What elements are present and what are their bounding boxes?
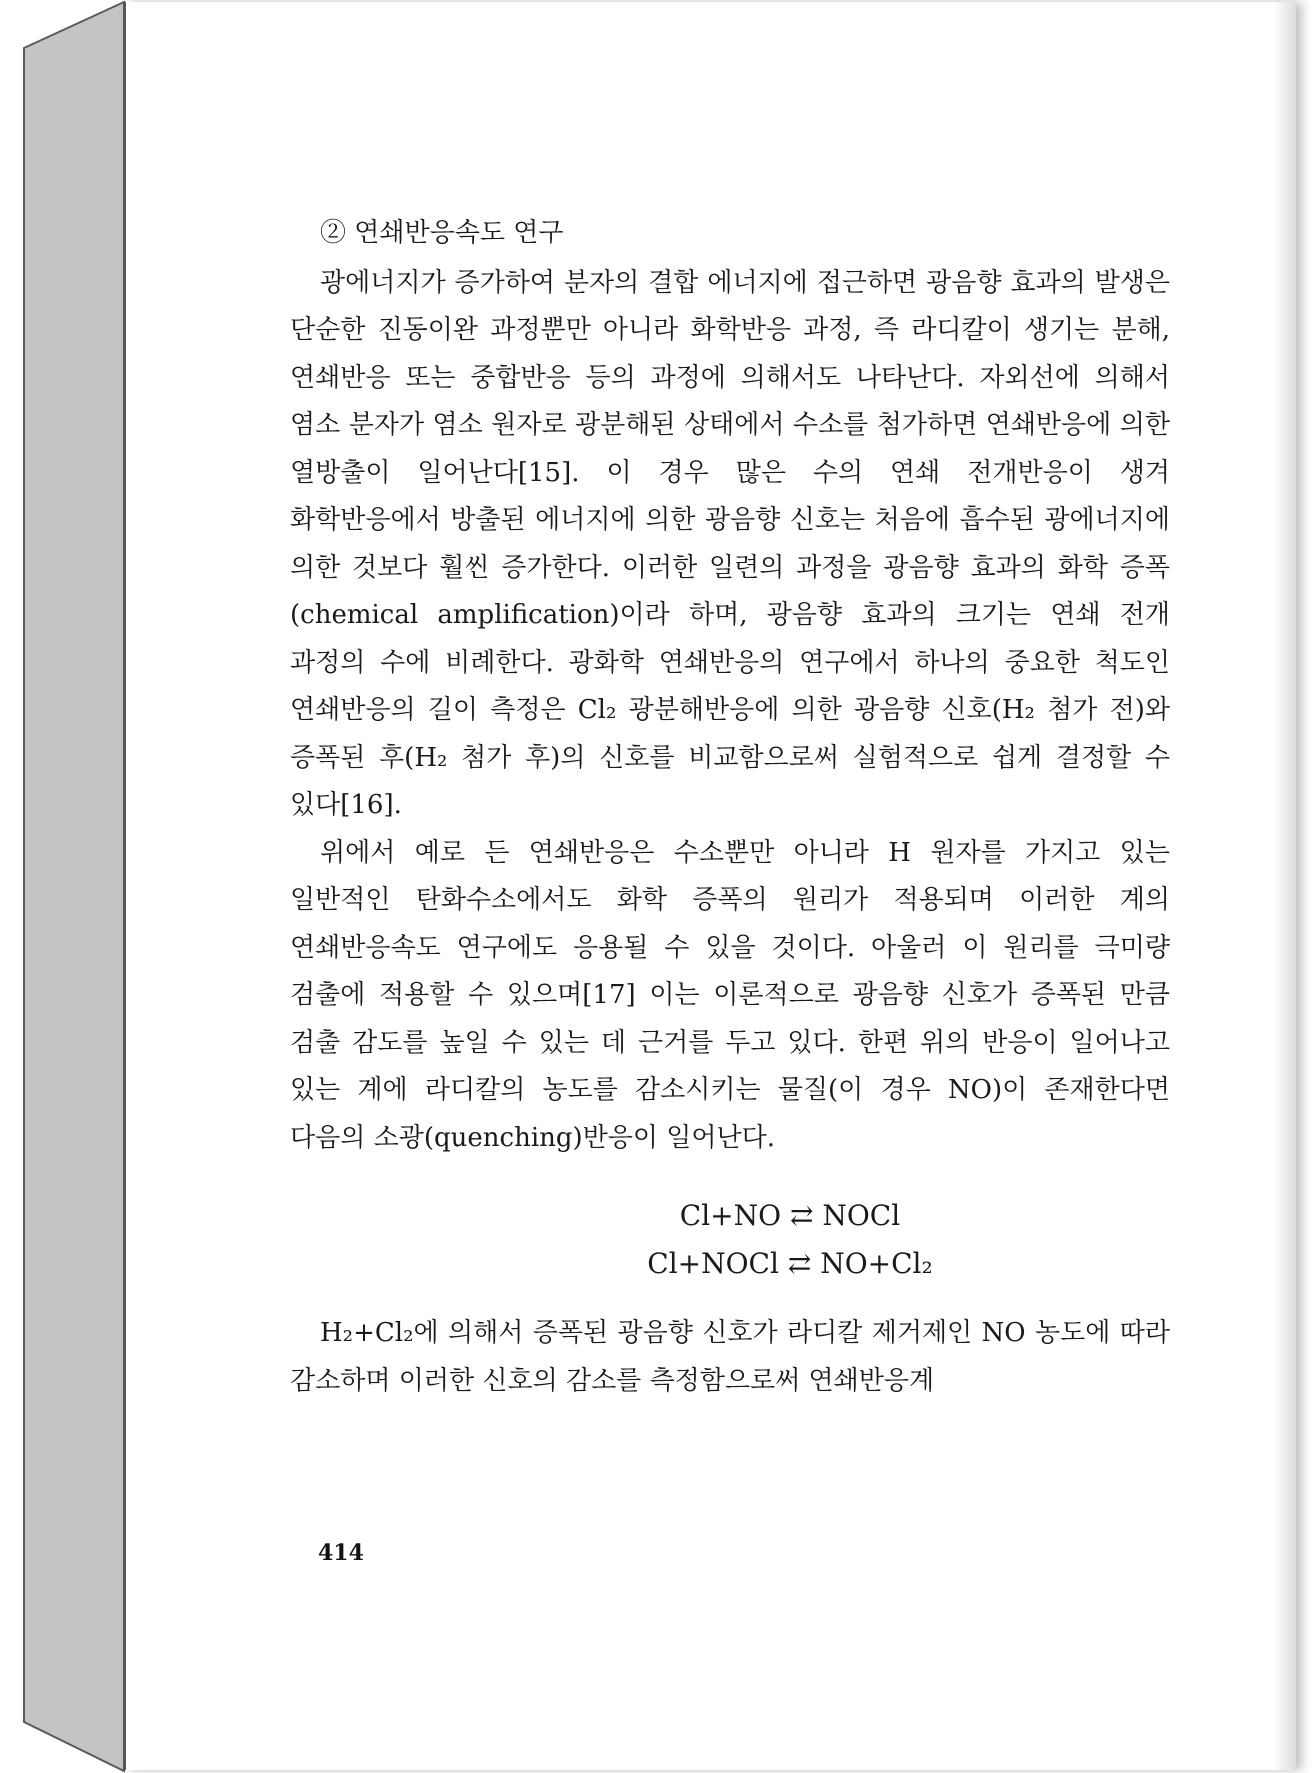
paragraph-3: H₂+Cl₂에 의해서 증폭된 광음향 신호가 라디칼 제거제인 NO 농도에 따라 감소하며 이러한 신호의 감소를 측정함으로써 연쇄반응계 xyxy=(290,1318,1170,1396)
paragraph-2: 위에서 예로 든 연쇄반응은 수소뿐만 아니라 H 원자를 가지고 있는 일반적인 탄화수소에서도 화학 증폭의 원리가 적용되며 이러한 계의 연쇄반응속도 연구에도 응용될 수 있을 것이다. 아울러 이 원리를 극미량 검출에 적용할 수 있으며[17] 이는 이론적으로 광음향 신호가 증폭된 만큼 검출 감도를 높일 수 있는 데 근거를 두고 있다. 한편 위의 반응이 일어나고 있는 계에 라디칼의 농도를 감소시키는 물질(이 경우 NO)이 존재한다면 다음의 소광(quenching)반응이 일어난다. xyxy=(290,837,1170,1153)
equation-1: Cl+NO ⇄ NOCl xyxy=(679,1199,901,1232)
equation-block xyxy=(290,1192,1170,1288)
paragraph-1: 광에너지가 증가하여 분자의 결합 에너지에 접근하면 광음향 효과의 발생은 단순한 진동이완 과정뿐만 아니라 화학반응 과정, 즉 라디칼이 생기는 분해, 연쇄반응 또는 중합반응 등의 과정에 의해서도 나타난다. 자외선에 의해서 염소 분자가 염소 원자로 광분해된 상태에서 수소를 첨가하면 연쇄반응에 의한 열방출이 일어난다[15]. 이 경우 많은 수의 연쇄 전개반응이 생겨 화학반응에서 방출된 에너지에 의한 광음향 신호는 처음에 흡수된 광에너지에 의한 것보다 훨씬 증가한다. 이러한 일련의 과정을 광음향 효과의 화학 증폭(chemical amplification)이라 하며, 광음향 효과의 크기는 연쇄 전개 과정의 수에 비례한다. 광화학 연쇄반응의 연구에서 하나의 중요한 척도인 연쇄반응의 길이 측정은 Cl₂ 광분해반응에 의한 광음향 신호(H₂ 첨가 전)와 증폭된 후(H₂ 첨가 후)의 신호를 비교함으로써 실험적으로 쉽게 결정할 수 있다[16]. xyxy=(290,267,1170,820)
book-spine xyxy=(0,0,130,1773)
page-edge-shadow xyxy=(1274,2,1296,1770)
section-heading: ② 연쇄반응속도 연구 xyxy=(320,218,564,248)
page-number: 414 xyxy=(318,1540,364,1566)
equation-2: Cl+NOCl ⇄ NO+Cl₂ xyxy=(647,1247,933,1280)
page-content xyxy=(290,210,1170,1405)
